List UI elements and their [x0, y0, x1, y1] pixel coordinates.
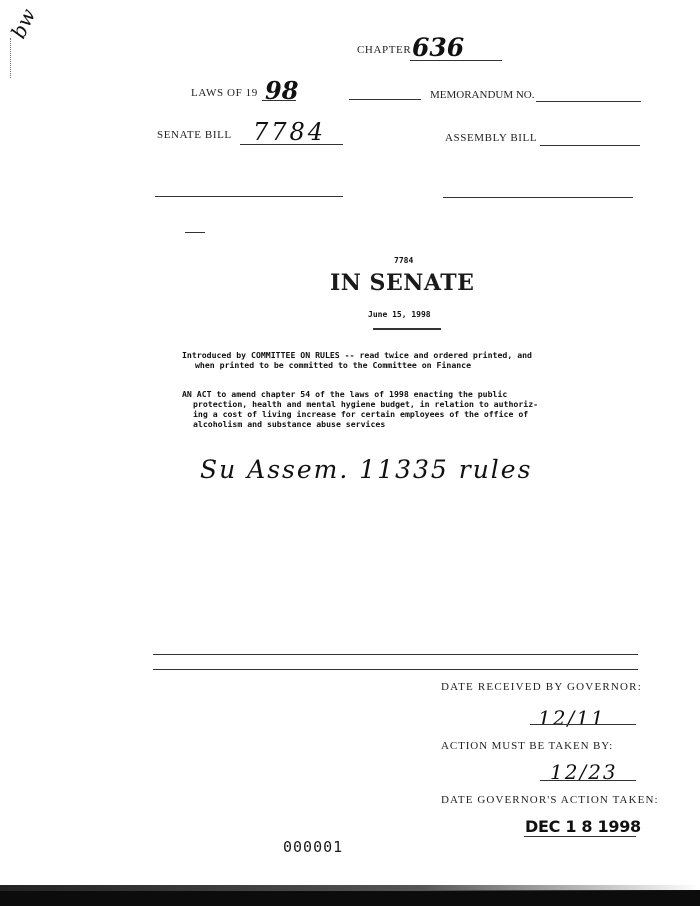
received-value: 12/11 [538, 706, 606, 730]
bill-date: June 15, 1998 [368, 310, 431, 319]
action-taken-stamp: DEC 1 8 1998 [525, 817, 641, 836]
rule-right [443, 197, 633, 198]
bottom-rule-1 [153, 654, 638, 655]
senate-bill-label: SENATE BILL [157, 129, 232, 141]
short-rule [185, 232, 205, 233]
introduced-line-1: Introduced by COMMITTEE ON RULES -- read twice and ordered printed, and [182, 350, 532, 360]
introduced-line-2: when printed to be committed to the Committee on Finance [195, 360, 472, 370]
scan-border-taper [0, 885, 700, 891]
received-underline [530, 724, 636, 725]
act-line-2: protection, health and mental hygiene budget, in relation to authoriz- [193, 399, 539, 409]
laws-value: 98 [265, 76, 299, 105]
assembly-bill-underline [540, 145, 640, 146]
senate-bill-underline [240, 144, 343, 145]
margin-dots [10, 38, 11, 78]
received-label: DATE RECEIVED BY GOVERNOR: [441, 681, 642, 693]
action-by-underline [540, 780, 636, 781]
memo-label: MEMORANDUM NO. [430, 89, 535, 101]
chapter-value: 636 [412, 33, 465, 62]
date-underline [373, 328, 441, 330]
memo-underline [536, 101, 641, 102]
senate-bill-value: 7784 [253, 118, 327, 146]
act-line-4: alcoholism and substance abuse services [193, 419, 386, 429]
bill-number: 7784 [394, 256, 414, 265]
corner-initials: bw [6, 4, 41, 43]
blank-underline-1 [349, 99, 421, 100]
act-line-3: ing a cost of living increase for certain employees of the office of [193, 409, 529, 419]
laws-label: LAWS OF 19 [191, 87, 258, 99]
bottom-rule-2 [153, 669, 638, 670]
action-by-value: 12/23 [550, 760, 618, 784]
laws-underline [262, 100, 296, 101]
action-taken-label: DATE GOVERNOR'S ACTION TAKEN: [441, 794, 659, 806]
action-taken-underline [524, 836, 636, 837]
assembly-bill-label: ASSEMBLY BILL [445, 132, 538, 144]
chapter-label: CHAPTER [357, 44, 412, 56]
action-by-label: ACTION MUST BE TAKEN BY: [441, 740, 614, 752]
act-line-1: AN ACT to amend chapter 54 of the laws of 1998 enacting the public [182, 389, 508, 399]
chapter-underline [410, 60, 502, 61]
page-number: 000001 [283, 838, 344, 856]
rule-left [155, 196, 343, 197]
handwritten-note: Su Assem. 11335 rules [200, 455, 533, 484]
scan-bottom-border [0, 890, 700, 906]
house-title: IN SENATE [330, 270, 475, 296]
